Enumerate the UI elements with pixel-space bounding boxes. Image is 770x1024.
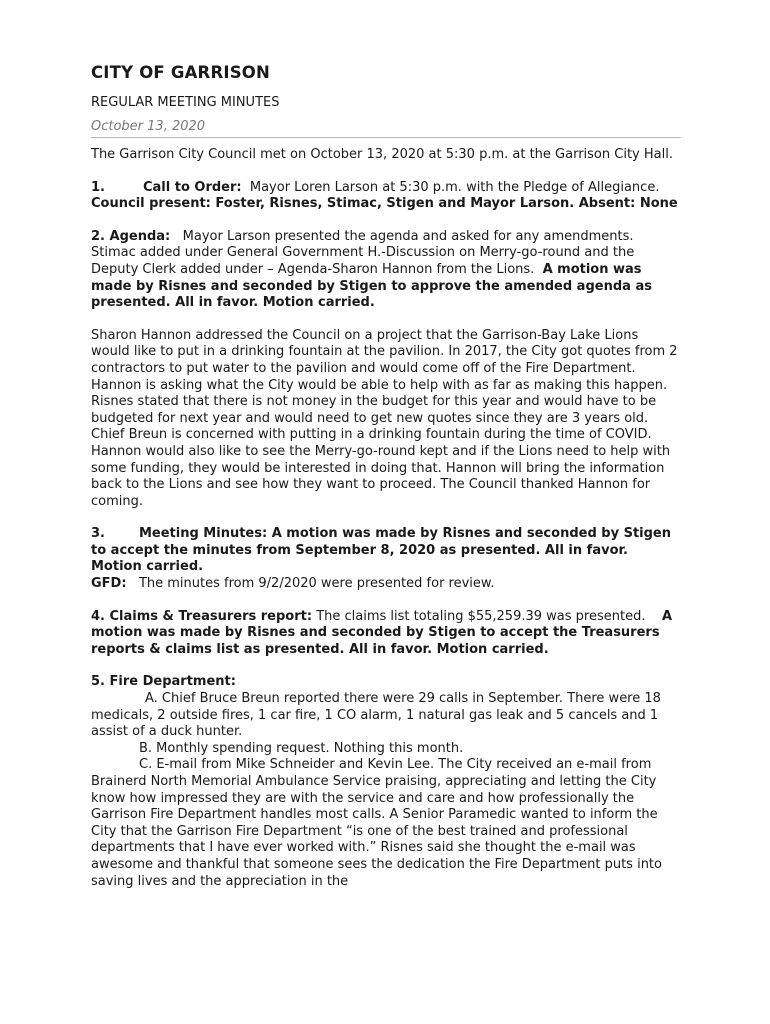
section-motion: Meeting Minutes: A motion was made by Risnes and seconded by Stigen to accept the minutes from September 8, 2020 as presented. All in favor. Motion carried. [91,526,671,575]
intro-paragraph: The Garrison City Council met on October 13, 2020 at 5:30 p.m. at the Garrison City Hall. [91,147,673,162]
section-fire-department [91,674,681,691]
fire-item-c: C. E-mail from Mike Schneider and Kevin Lee. The City received an e-mail from Brainerd North Memorial Ambulance Service praising, appreciating and letting the City know how impressed they are with the service and care and how professionally the Garrison Fire Department handles most calls. A Senior Paramedic wanted to inform the City that the Garrison Fire Department “is one of the best trained and professional departments that I have ever worked with.” Risnes said she thought the e-mail was awesome and thankful that someone sees the dedication the Fire Department puts into saving lives and the appreciation in the [91,757,662,889]
section-text: Mayor Loren Larson at 5:30 p.m. with the Pledge of Allegiance. [249,179,660,195]
section-motion: A motion was made by Risnes and seconded by Stigen to approve the amended agenda as presented. All in favor. Motion carried. [91,261,652,311]
section-motion: Council present: Foster, Risnes, Stimac, Stigen and Mayor Larson. Absent: None [91,196,678,212]
gfd-label: GFD: [91,576,127,592]
minutes-document [91,62,681,890]
section-call-to-order [91,180,681,213]
section-label: 2. Agenda: [91,228,171,244]
section-text: Mayor Larson presented the agenda and asked for any amendments. Stimac added under General Government H.-Discussion on Merry-go-round and the Deputy Clerk added under – Agenda-Sharon Hannon from the Lions. [91,228,635,277]
section-text: The claims list totaling $55,259.39 was presented. [316,608,646,624]
document-title: CITY OF GARRISON [91,63,271,82]
document-subtitle: REGULAR MEETING MINUTES [91,95,280,110]
fire-item-a: A. Chief Bruce Breun reported there were 29 calls in September. There were 18 medicals, 2 outside fires, 1 car fire, 1 CO alarm, 1 natural gas leak and 5 cancels and 1 assist of a duck hunter. [91,691,661,740]
fire-item-b: B. Monthly spending request. Nothing this month. [139,740,464,756]
section-label: 4. Claims & Treasurers report: [91,608,313,624]
gfd-text: The minutes from 9/2/2020 were presented for review. [138,576,495,592]
meeting-date: October 13, 2020 [91,118,681,138]
section-label: Call to Order: [142,179,242,195]
section-claims [91,609,681,659]
section-agenda [91,229,681,312]
section-meeting-minutes [91,526,681,592]
section-label: 5. Fire Department: [91,674,236,690]
hannon-paragraph: Sharon Hannon addressed the Council on a project that the Garrison-Bay Lake Lions would like to put in a drinking fountain at the pavilion. In 2017, the City got quotes from 2 contractors to put water to the pavilion and would come off of the Fire Department. Hannon is asking what the City would be able to help with as far as making this happen. Risnes stated that there is not money in the budget for this year and would have to be budgeted for next year and would need to get new quotes since they are 3 years old. Chief Breun is concerned with putting in a drinking fountain during the time of COVID. Hannon would also like to see the Merry-go-round kept and if the Lions need to help with some funding, they would be interested in doing that. Hannon will bring the information back to the Lions and see how they want to proceed. The Council thanked Hannon for coming. [91,327,678,509]
section-number: 1. [91,179,105,195]
section-motion: A motion was made by Risnes and seconded by Stigen to accept the Treasurers reports & claims list as presented. All in favor. Motion carried. [91,608,673,657]
section-number: 3. [91,526,105,542]
